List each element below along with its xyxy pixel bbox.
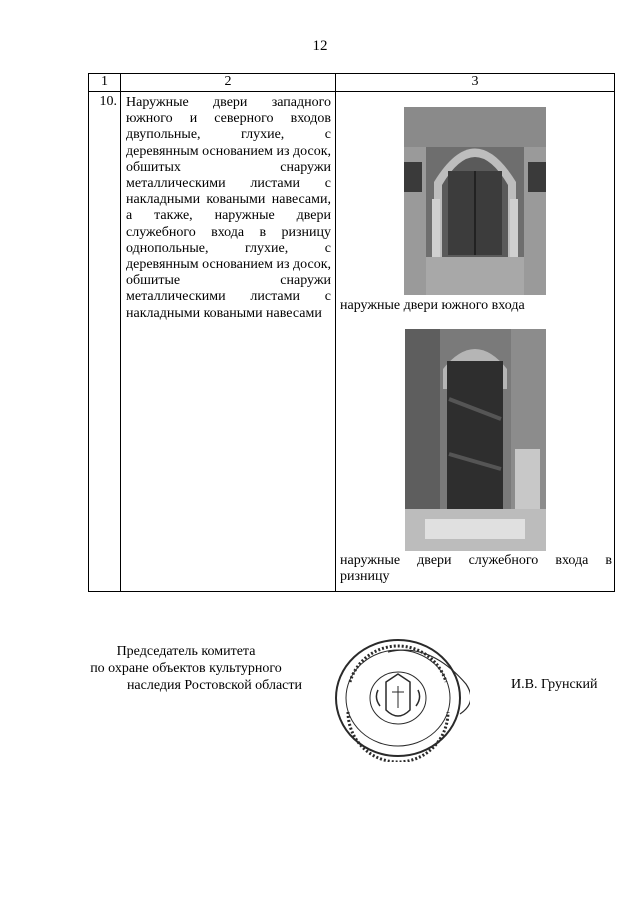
photo-caption-service-door bbox=[340, 553, 612, 585]
row-photos-cell bbox=[336, 92, 615, 592]
service-entrance-door-image bbox=[405, 329, 546, 551]
page-number: 12 bbox=[312, 38, 328, 54]
signatory-name: И.В. Грунский bbox=[511, 677, 598, 692]
row-number: 10. bbox=[89, 92, 121, 592]
column-header-1: 1 bbox=[89, 74, 121, 92]
signatory-title-line: по охране объектов культурного bbox=[90, 661, 282, 676]
row-description-cell bbox=[121, 92, 336, 592]
column-header-2: 2 bbox=[121, 74, 336, 92]
column-header-3: 3 bbox=[336, 74, 615, 92]
row-description: Наружные двери западного южного и северного входов двупольные, глухие, с деревянным основанием из досок, обшитых снаружи металлическими листами с накладными коваными навесами, а также, наружные двери служебного входа в ризницу однопольные, глухие, с деревянным основанием из досок, обшитые снаружи металлическими листами с накладными коваными навесами bbox=[126, 95, 331, 321]
table-row bbox=[89, 92, 615, 592]
signatory-title bbox=[70, 643, 302, 694]
signatory-title-line: наследия Ростовской области bbox=[126, 678, 302, 693]
table-header-row bbox=[89, 74, 615, 92]
signatory-title-line: Председатель комитета bbox=[116, 644, 256, 659]
official-seal-icon bbox=[330, 632, 470, 762]
photo-caption-south-doors: наружные двери южного входа bbox=[340, 298, 525, 313]
photo-caption-service-door-line2: ризницу bbox=[340, 569, 390, 584]
service-entrance-door-photo bbox=[405, 329, 546, 551]
objects-table bbox=[88, 73, 615, 592]
south-entrance-doors-photo bbox=[404, 107, 546, 295]
photo-caption-service-door-line1: наружные двери служебного входа в bbox=[340, 553, 612, 568]
south-entrance-doors-image bbox=[404, 107, 546, 295]
